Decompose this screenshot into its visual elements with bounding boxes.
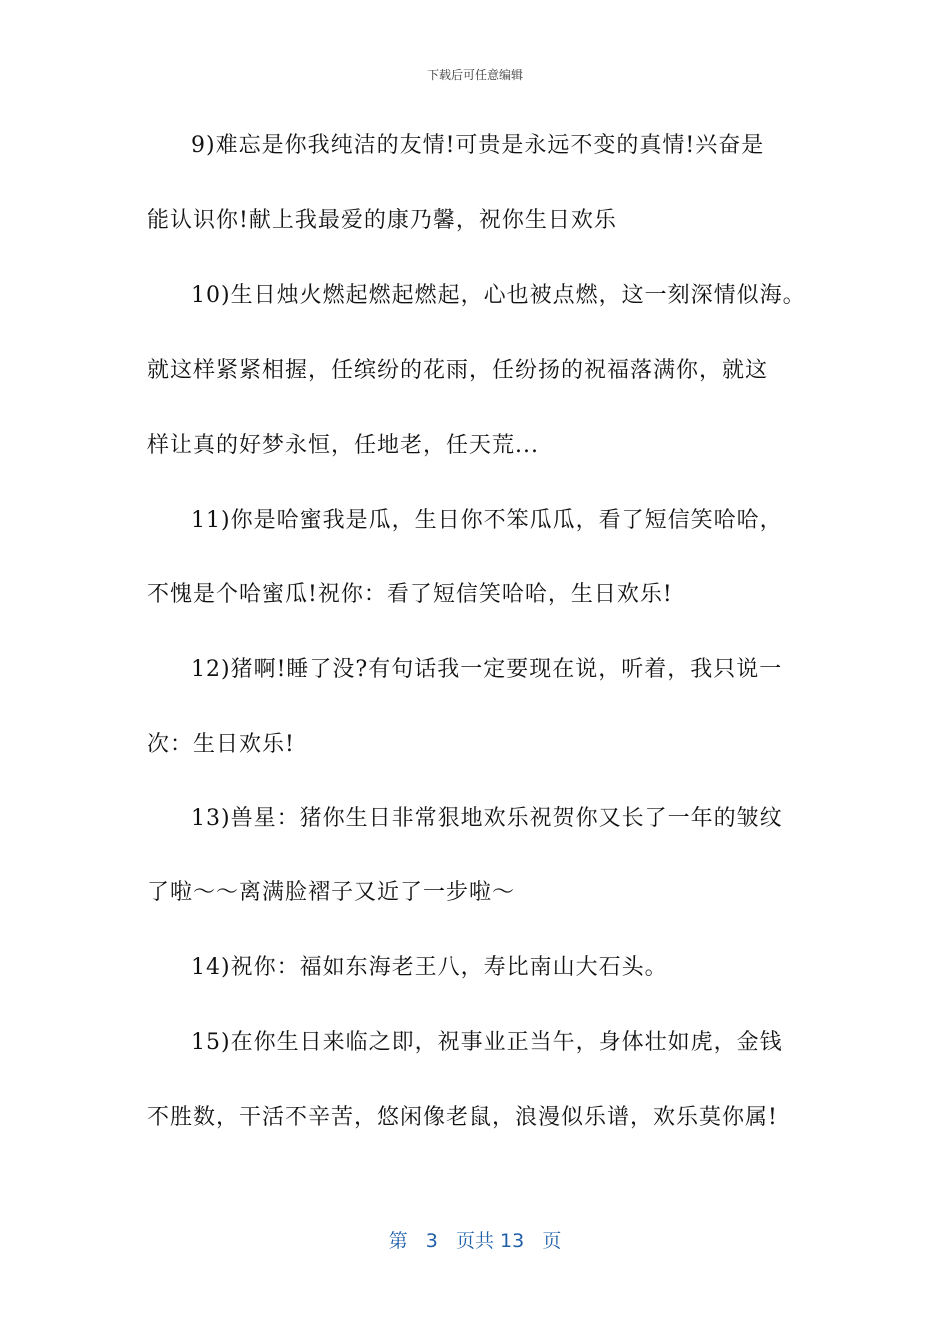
- paragraph-line: 次：生日欢乐!: [147, 732, 295, 757]
- page-total: 13: [500, 1230, 525, 1252]
- paragraph-line: 不胜数，干活不辛苦，悠闲像老鼠，浪漫似乐谱，欢乐莫你属!: [147, 1105, 778, 1130]
- paragraph-line: 12)猪啊!睡了没?有句话我一定要现在说，听着，我只说一: [191, 657, 783, 682]
- paragraph-line: 15)在你生日来临之即，祝事业正当午，身体壮如虎，金钱: [191, 1030, 783, 1055]
- paragraph-line: 就这样紧紧相握，任缤纷的花雨，任纷扬的祝福落满你，就这: [147, 358, 769, 383]
- page-label-prefix: 第: [388, 1230, 408, 1252]
- paragraph-line: 9)难忘是你我纯洁的友情!可贵是永远不变的真情!兴奋是: [191, 133, 765, 158]
- paragraph-line: 不愧是个哈蜜瓜!祝你：看了短信笑哈哈，生日欢乐!: [147, 582, 673, 607]
- page-current: 3: [425, 1230, 438, 1252]
- paragraph-line: 样让真的好梦永恒，任地老，任天荒...: [147, 433, 539, 458]
- header-note: 下载后可任意编辑: [426, 68, 523, 82]
- page-footer: [0, 1226, 950, 1253]
- paragraph-line: 13)兽星：猪你生日非常狠地欢乐祝贺你又长了一年的皱纹: [191, 806, 783, 831]
- paragraph-line: 能认识你!献上我最爱的康乃馨，祝你生日欢乐: [147, 208, 617, 233]
- paragraph-line: 14)祝你：福如东海老王八，寿比南山大石头。: [191, 955, 668, 980]
- paragraph-line: 了啦～～离满脸褶子又近了一步啦～: [147, 880, 516, 905]
- paragraph-line: 11)你是哈蜜我是瓜，生日你不笨瓜瓜，看了短信笑哈哈，: [191, 508, 783, 533]
- page-label-middle: 页共: [455, 1230, 494, 1252]
- paragraph-line: 10)生日烛火燃起燃起燃起，心也被点燃，这一刻深情似海。: [191, 283, 806, 308]
- page-label-suffix: 页: [542, 1230, 562, 1252]
